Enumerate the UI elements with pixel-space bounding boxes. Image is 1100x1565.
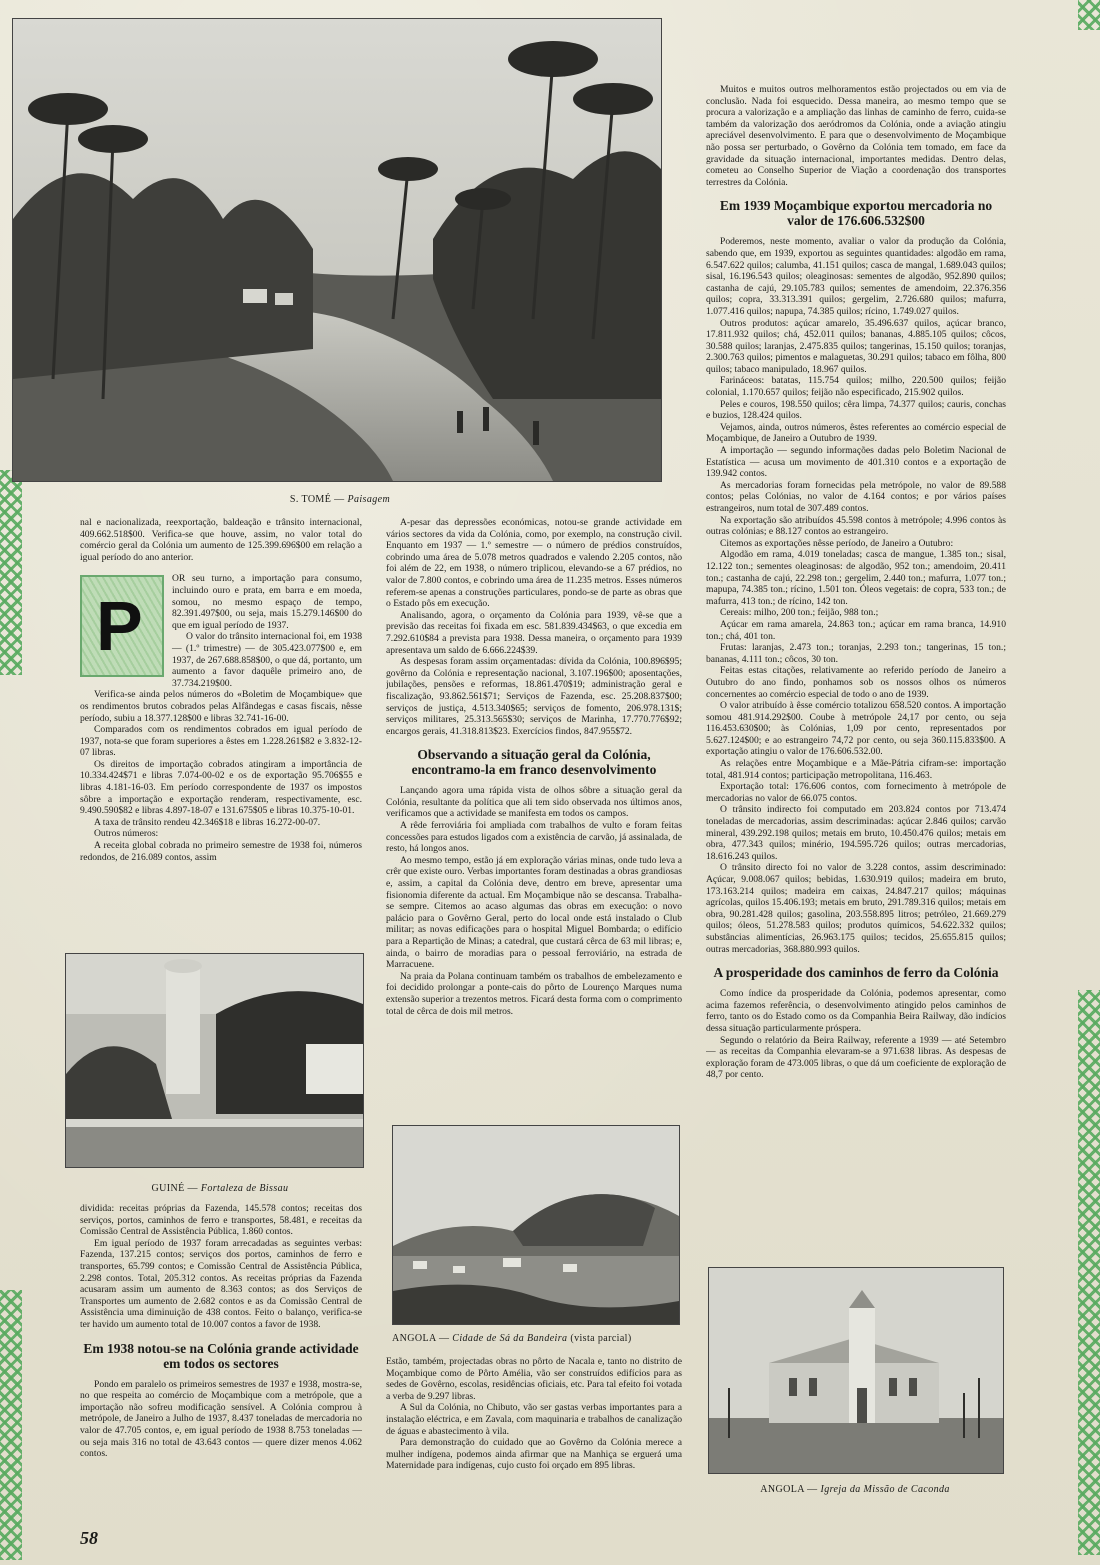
paragraph: As relações entre Moçambique e a Mãe-Pátria cifram-se: importação total, 481.914 contos; participação metropolitana, 116.463. bbox=[706, 758, 1006, 781]
paragraph: Comparados com os rendimentos cobrados em igual período de 1937, nota-se que foram superiores a êstes em 1.228.261$82 e 3.832-12-07 libras. bbox=[80, 724, 362, 759]
paragraph: nal e nacionalizada, reexportação, baldeação e trânsito internacional, 409.662.518$00. Verifica-se que houve, assim, no valor total do comércio geral da Colónia um aumento de 125.399.696$00 em relação a igual período do ano anterior. bbox=[80, 517, 362, 563]
paragraph: Outros números: bbox=[94, 828, 159, 840]
caption-title: Fortaleza de Bissau bbox=[200, 1183, 289, 1194]
caption-location: ANGOLA bbox=[392, 1333, 437, 1344]
section-heading: A prosperidade dos caminhos de ferro da Colónia bbox=[713, 965, 999, 981]
paragraph: Na exportação são atribuídos 45.598 contos à metrópole; 4.996 contos às outras colónias; e 88.127 contos ao estrangeiro. bbox=[706, 514, 1006, 538]
paragraph: As mercadorias foram fornecidas pela metrópole, no valor de 89.588 contos; pelas Colónias, no valor de 4.164 contos; e por vários países estrangeiros, num total de 307.489 contos. bbox=[706, 479, 1006, 514]
caption-location: S. TOMÉ bbox=[289, 494, 332, 505]
paragraph: A Sul da Colónia, no Chibuto, vão ser gastas verbas importantes para a instalação eléctrica, e em Zavala, com maquinaria e trabalhos de canalização de águas e abastecimento à vila. bbox=[386, 1402, 682, 1437]
paragraph: Analisando, agora, o orçamento da Colónia para 1939, vê-se que a previsão das receitas foi fixada em esc. 581.839.434$63, o que excedia em 7.292.610$84 a prevista para 1938. Dessa maneira, o orçamento para 1939 apresentava um saldo de 6.666.224$39. bbox=[386, 609, 682, 656]
paragraph: Em igual período de 1937 foram arrecadadas as seguintes verbas: Fazenda, 137.215 contos; serviços dos portos, caminhos de ferro e transportes, 65.799 contos; e Comissão Central de Assistência Pública, 2.298 contos. Total, 205.312 contos. As receitas próprias da Fazenda acusaram assim um aumento de 8.363 contos; as dos Serviços de Transportes um aumento de 2.682 contos e as da Comissão Central de Assistência uma diminuição de 438 contos. Feito o balanço, verifica-se ter havido um aumento total de 10.007 contos a favor de 1938. bbox=[80, 1237, 362, 1330]
article-column-1-continued bbox=[80, 1203, 362, 1503]
photo-angola-sa-da-bandeira bbox=[392, 1125, 680, 1325]
section-heading: Em 1938 notou-se na Colónia grande actividade em todos os sectores bbox=[83, 1340, 359, 1371]
green-border-decoration bbox=[0, 470, 22, 675]
landscape-image bbox=[13, 19, 661, 481]
paragraph: Os direitos de importação cobrados atingiram a importância de 10.334.424$71 e libras 7.074-00-02 e os de exportação 95.706$55 e libras 4.181-16-03. Em período correspondente de 1937 os impostos sôbre a importação e exportação renderam, respectivamente, esc. 9.490.590$82 e libras 4.897-18-07 e 131.675$05 e libras 10.375-10-01. bbox=[80, 758, 362, 817]
paragraph: A taxa de trânsito rendeu 42.346$18 e libras 16.272-00-07. bbox=[94, 816, 321, 828]
caption-location: GUINÉ bbox=[151, 1183, 185, 1194]
paragraph: A receita global cobrada no primeiro semestre de 1938 foi, números redondos, de 216.089 contos, assim bbox=[80, 840, 362, 863]
photo-caption: ANGOLA — Cidade de Sá da Bandeira (vista parcial) bbox=[392, 1333, 632, 1344]
paragraph: O valor do trânsito internacional foi, em 1938 — (1.º trimestre) — de 305.423.077$00 e, em 1937, de 267.688.858$00, o que dá, portanto, um aumento a favor daquêle primeiro ano, de 37.734.219$00. bbox=[172, 631, 362, 689]
green-border-decoration bbox=[0, 1290, 22, 1560]
paragraph: Exportação total: 176.606 contos, com fornecimento à metrópole de mercadorias no valor de 66.075 contos. bbox=[706, 781, 1006, 804]
green-border-decoration bbox=[1078, 990, 1100, 1555]
paragraph: Outros produtos: açúcar amarelo, 35.496.637 quilos, açúcar branco, 17.811.932 quilos; chá, 452.011 quilos; bananas, 4.885.105 quilos; côcos, 30.588 quilos; laranjas, 2.475.835 quilos; tangerinas, 15.150 quilos; toranjas, 2.300.763 quilos; pimentos e malaguetas, 30.291 quilos; tabaco em fôlha, 800 quilos; tabaco manipulado, 18.967 quilos. bbox=[706, 317, 1006, 375]
paragraph: Citemos as exportações nêsse período, de Janeiro a Outubro: bbox=[720, 537, 954, 549]
paragraph: Algodão em rama, 4.019 toneladas; casca de mangue, 1.385 ton.; sisal, 12.122 ton.; sementes oleaginosas: de algodão, 952 ton.; amendoim, 20.411 ton.; castanha de cajú, 22.298 ton.; gergelim, 2.440 ton.; mafurra, 1.077 ton.; mapupa, 74.385 ton.; rícino, 1.501 ton. Óleos vegetais: de copra, 533 ton.; de mafurra, 413 ton.; de rícino, 142 ton. bbox=[706, 549, 1006, 607]
caption-location: ANGOLA bbox=[760, 1484, 805, 1495]
paragraph: Como índice da prosperidade da Colónia, podemos apresentar, como acima fazemos referência, o desenvolvimento atingido pelos caminhos de ferro, tanto os do Estado como os da Companhia Beira Railway, dão indícios dessa situação particularmente próspera. bbox=[706, 988, 1006, 1034]
paragraph: Peles e couros, 198.550 quilos; cêra limpa, 74.377 quilos; cauris, conchas e buzios, 128.424 quilos. bbox=[706, 398, 1006, 422]
paragraph: Lançando agora uma rápida vista de olhos sôbre a situação geral da Colónia, resultante da política que ali tem sido observada nos últimos anos, verificamos que a actividade se manifesta em todos os campos. bbox=[386, 785, 682, 820]
paragraph: Muitos e muitos outros melhoramentos estão projectados ou em via de conclusão. Nada foi esquecido. Dessa maneira, ao mesmo tempo que se procura a valorização e a ampliação das linhas de caminho de ferro, cuida-se também da valorização dos aeródromos da Colónia, onde a aviação atingiu apreciável desenvolvimento. E para que o desenvolvimento de Moçambique não possa ser perturbado, o Govêrno da Colónia tem tomado, em face da gravidade da situação internacional, importantes medidas. Dentro delas, cometeu ao Conselho Superior de Viação a coordenação dos transportes terrestres da Colónia. bbox=[706, 84, 1006, 188]
paragraph: A-pesar das depressões económicas, notou-se grande actividade em vários sectores da vida da Colónia, como, por exemplo, na construção civil. Enquanto em 1937 — 1.º semestre — o número de prédios construídos, cobrindo uma área de 5.078 metros quadrados e valendo 2.205 contos, não foi além de 22, em 1938, o número triplicou, elevando-se a 67 prédios, no valor de 7.800 contos, e cobrindo uma área de 11.235 metros. Esses números referem-se apenas a construções particulares, pondo-se de parte as obras que o Estado pôs em execução. bbox=[386, 517, 682, 610]
article-column-3 bbox=[706, 84, 1006, 1254]
paragraph: Para demonstração do cuidado que ao Govêrno da Colónia merece a mulher indígena, podemos ainda afirmar que na Manhiça se erguerá uma Maternidade para indígenas, cujo custo foi orçado em 895 libras. bbox=[386, 1437, 682, 1472]
section-heading: Observando a situação geral da Colónia, encontramo-la em franco desenvolvimento bbox=[411, 747, 657, 778]
caption-title: Igreja da Missão de Caconda bbox=[820, 1484, 950, 1495]
paragraph: Ao mesmo tempo, estão já em exploração várias minas, onde tudo leva a crêr que existe ouro. Verbas importantes foram destinadas a obras grandiosas e, assim, a capital da Colónia deve, dentro em breve, apresentar uma fisionomia diferente da actual. Em Moçambique não se descansa. Trabalha-se sempre. Citemos ao acaso algumas das obras em execução: o novo palácio para o Govêrno Geral, perto do local onde está instalado o Club militar; as novas edificações para o hospital Miguel Bombarda; o edifício para a Repartição de Minas; a catedral, que custará cêrca de 63 mil libras; e, ainda, o bairro de moradias para o pessoal ferroviário, na estrada de Marracuene. bbox=[386, 854, 682, 971]
church-image bbox=[709, 1268, 1003, 1473]
paragraph: Segundo o relatório da Beira Railway, referente a 1939 — até Setembro — as receitas da Companhia elevaram-se a 971.638 libras. As despesas de exploração foram de 473.005 libras, o que dá um coeficiente de exploração de 48,7 por cento. bbox=[706, 1034, 1006, 1081]
dropcap-illustration bbox=[80, 575, 164, 677]
dropcap-letter: P bbox=[96, 587, 143, 666]
paragraph: A importação — segundo informações dadas pelo Boletim Nacional de Estatística — acusa um movimento de 401.310 contos e a exportação de 139.942 contos. bbox=[706, 445, 1006, 480]
caption-title: Cidade de Sá da Bandeira bbox=[452, 1333, 568, 1344]
caption-suffix: (vista parcial) bbox=[570, 1333, 632, 1344]
paragraph: dividida: receitas próprias da Fazenda, 145.578 contos; receitas dos serviços, portos, caminhos de ferro e transportes, 58.481, e receitas da Comissão Central de Assistência Pública, 1.860 contos. bbox=[80, 1203, 362, 1238]
paragraph: Cereais: milho, 200 ton.; feijão, 988 ton.; bbox=[720, 607, 879, 619]
paragraph: Farináceos: batatas, 115.754 quilos; milho, 220.500 quilos; feijão colonial, 1.170.657 quilos; feijão não especificado, 215.902 quilos. bbox=[706, 375, 1006, 399]
paragraph: As despesas foram assim orçamentadas: dívida da Colónia, 100.896$95; govêrno da Colónia e representação nacional, 3.107.196$00; aposentações, jubilações, pensões e reformas, 18.861.470$19; administração geral e fiscalização, 93.862.561$71; Serviços de Fazenda, esc. 25.208.837$00; serviços de justiça, 4.513.340$65; serviços de fomento, 206.978.131$; serviços militares, 25.313.565$30; serviços de Marinha, 17.770.776$92; encargos gerais, 41.318.813$23. Exercícios findos, 847.955$72. bbox=[386, 656, 682, 737]
photo-caption: GUINÉ — Fortaleza de Bissau bbox=[151, 1183, 289, 1194]
caption-title: Paisagem bbox=[347, 494, 391, 505]
paragraph: Na praia da Polana continuam também os trabalhos de embelezamento e foi decidido prolongar a ponte-cais do pôrto de Lourenço Marques numa extensão superior a trezentos metros. Ficará desta forma com o comprimento total de cêrca de dois mil metros. bbox=[386, 970, 682, 1017]
photo-caption: ANGOLA — Igreja da Missão de Caconda bbox=[760, 1484, 950, 1495]
paragraph: Verifica-se ainda pelos números do «Boletim de Moçambique» que os rendimentos brutos cobrados pelas Alfândegas e casas fiscais, nêsse período, subiu a 18.377.128$00 e libras 32.741-16-00. bbox=[80, 689, 362, 724]
paragraph: Feitas estas citações, relativamente ao referido período de Janeiro a Outubro do ano findo, ponhamos sob os nossos olhos os números concernentes ao comércio especial de todo o ano de 1939. bbox=[706, 665, 1006, 700]
city-image bbox=[393, 1126, 679, 1324]
photo-guine-fortress bbox=[65, 953, 364, 1168]
paragraph: Estão, também, projectadas obras no pôrto de Nacala e, tanto no distrito de Moçambique como de Pôrto Amélia, vão ser construídos edifícios para as sedes de Govêrno, escolas, residências oficiais, etc. Para tal efeito foi votada a verba de 9.297 libras. bbox=[386, 1356, 682, 1402]
photo-angola-caconda-church bbox=[708, 1267, 1004, 1474]
paragraph: Poderemos, neste momento, avaliar o valor da produção da Colónia, sabendo que, em 1939, exportou as seguintes quantidades: algodão em rama, 6.547.622 quilos; calumba, 41.151 quilos; casca de mangal, 1.689.043 quilos; sisal, 16.196.543 quilos; oleaginosas: sementes de algodão, 952.890 quilos; castanha de cajú, 29.105.783 quilos; sementes de amendoim, 22.376.356 quilos; copra, 33.313.391 quilos; gergelim, 2.726.680 quilos; mafurra, 1.077.416 quilos; napupa, 74.385 quilos; rícino, 1.749.027 quilos. bbox=[706, 236, 1006, 317]
paragraph: O trânsito directo foi no valor de 3.228 contos, assim descriminado: Açúcar, 9.008.067 quilos; bebidas, 1.630.919 quilos; madeira em bruto, 173.163.214 quilos; madeira em caixas, 24.847.217 quilos; máquinas agrícolas, quilos 15.406.193; metais em bruto, 291.789.316 quilos; metais em obra, 90.281.428 quilos; gasolina, 203.558.895 litros; petróleo, 21.669.279 quilos; óleos, 51.278.583 quilos; produtos químicos, 54.622.332 quilos; substâncias alimentícias, 26.963.175 quilos; tecidos, 25.655.815 quilos; outras mercadorias, 368.880.993 quilos. bbox=[706, 862, 1006, 955]
paragraph: Açúcar em rama amarela, 24.863 ton.; açúcar em rama branca, 14.910 ton.; chá, 401 ton. bbox=[706, 618, 1006, 642]
paragraph: Frutas: laranjas, 2.473 ton.; toranjas, 2.293 ton.; tangerinas, 15 ton.; bananas, 4.111 ton.; côcos, 30 ton. bbox=[706, 642, 1006, 665]
paragraph: A rêde ferroviária foi ampliada com trabalhos de vulto e foram feitas concessões para estudos ligados com a existência de carvão, já assinalada, de resto, há longos anos. bbox=[386, 820, 682, 855]
photo-caption: S. TOMÉ — Paisagem bbox=[289, 494, 391, 505]
article-column-1 bbox=[80, 517, 362, 941]
section-heading: Em 1939 Moçambique exportou mercadoria no valor de 176.606.532$00 bbox=[719, 198, 993, 229]
article-column-2-continued bbox=[386, 1356, 682, 1506]
article-column-2 bbox=[386, 517, 682, 1113]
paragraph: O valor atribuído à êsse comércio totalizou 658.520 contos. A importação somou 481.914.292$00. Coube à metrópole 24,17 por cento, ou seja 116.453.630$00; às Colónias, 1,09 por cento, representados por 5.627.124$00; e ao estrangeiro 74,72 por cento, ou seja 360.115.833$00. A exportação atingiu o valor de 176.606.532.00. bbox=[706, 700, 1006, 758]
paragraph: OR seu turno, a importação para consumo, incluindo ouro e prata, em barra e em moeda, somou, no mesmo espaço de tempo, 82.391.497$00, ou seja, mais 15.279.146$00 do que em igual período de 1937. bbox=[172, 573, 362, 631]
fortress-image bbox=[66, 954, 363, 1167]
paragraph: O trânsito indirecto foi computado em 203.824 contos por 713.474 toneladas de mercadorias, assim descriminadas: açúcar 2.846 quilos; carvão mineral, 439.292.198 quilos; metais em bruto, 10.450.476 quilos; metais em obra, 477.343 quilos; minério, 194.595.726 quilos; outras mercadorias, 18.616.243 quilos. bbox=[706, 804, 1006, 862]
paragraph: Pondo em paralelo os primeiros semestres de 1937 e 1938, mostra-se, no que respeita ao comércio de Moçambique com a metrópole, que a importação não sofreu modificação sensível. A Colónia comprou à metrópole, de Janeiro a Julho de 1937, 8.437 toneladas de mercadoria no valor de 47.705 contos, e, em igual período de 1938 8.753 toneladas — ou seja mais 316 no total de 43.643 contos — quere dizer menos 4.062 contos. bbox=[80, 1378, 362, 1460]
paragraph: Vejamos, ainda, outros números, êstes referentes ao comércio especial de Moçambique, de Janeiro a Outubro de 1939. bbox=[706, 421, 1006, 445]
green-border-decoration bbox=[1078, 0, 1100, 30]
photo-s-tome-landscape bbox=[12, 18, 662, 482]
page-number: 58 bbox=[80, 1528, 98, 1548]
